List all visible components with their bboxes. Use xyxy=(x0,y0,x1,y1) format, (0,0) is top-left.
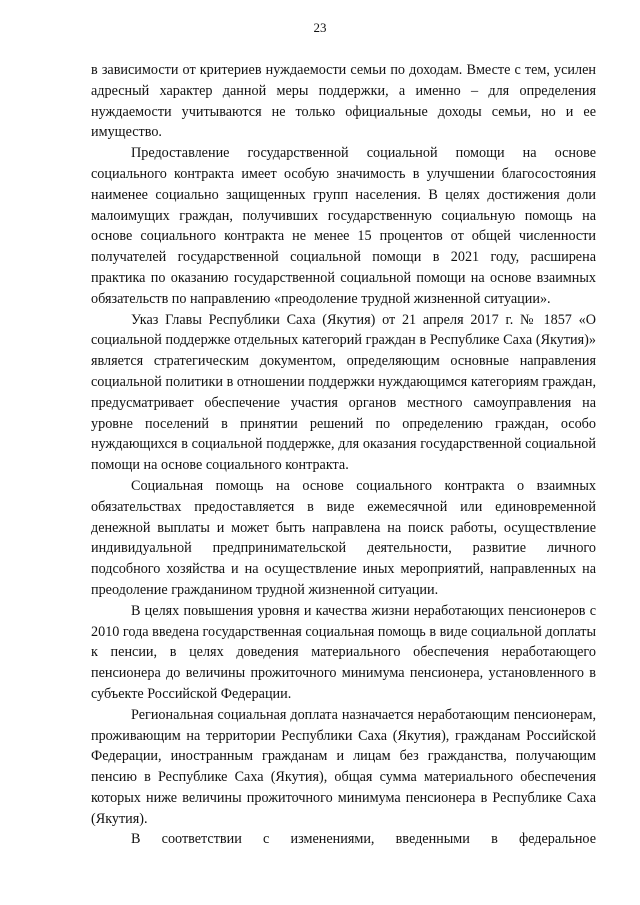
page-number: 23 xyxy=(313,20,327,35)
paragraph-pension-supplement: В целях повышения уровня и качества жизни неработающих пенсионеров с 2010 года введена государственная социальная помощь в виде социальной доплаты к пенсии, в целях доведения материального обеспечения неработающего пенсионера до величины прожиточного минимума пенсионера, установленного в субъекте Российской Федерации. xyxy=(91,602,596,702)
paragraph-social-assistance: Социальная помощь на основе социального контракта о взаимных обязательствах предоставляется в виде ежемесячной или единовременной денежной выплаты и может быть направлена на поиск работы, осуществление индивидуальной предпринимательской деятельности, развитие личного подсобного хозяйства и на осуществление иных мероприятий, направленных на преодоление гражданином трудной жизненной ситуации. xyxy=(91,477,596,598)
paragraph-federal-changes: В соответствии с изменениями, введенными в федеральное xyxy=(131,831,596,848)
paragraph-decree: Указ Главы Республики Саха (Якутия) от 21 апреля 2017 г. № 1857 «О социальной поддержке отдельных категорий граждан в Республике Саха (Якутия)» является стратегическим документом, определяющим основные направления социальной политики в отношении поддержки нуждающимся категориям граждан, предусматривает обеспечение участия органов местного самоуправления на уровне поселений в принятии решений по определению граждан, особо нуждающихся в социальной поддержке, для оказания государственной социальной помощи на основе социального контракта. xyxy=(91,311,596,474)
paragraph-social-contract: Предоставление государственной социальной помощи на основе социального контракта имеет особую значимость в улучшении благосостояния наименее социально защищенных групп населения. В целях достижения доли малоимущих граждан, получивших государственную социальную помощь на основе социального контракта не менее 15 процентов от общей численности получателей государственной социальной помощи в 2021 году, расширена практика по оказанию государственной социальной помощи на основе взаимных обязательств по направлению «преодоление трудной жизненной ситуации». xyxy=(91,145,596,307)
document-body xyxy=(91,60,596,850)
paragraph-continued: в зависимости от критериев нуждаемости семьи по доходам. Вместе с тем, усилен адресный характер данной меры поддержки, а именно – для определения нуждаемости учитываются не только официальные доходы семьи, но и ее имущество. xyxy=(91,62,596,141)
paragraph-regional-supplement: Региональная социальная доплата назначается неработающим пенсионерам, проживающим на территории Республики Саха (Якутия), гражданам Российской Федерации, иностранным гражданам и лицам без гражданства, получающим пенсию в Республике Саха (Якутия), общая сумма материального обеспечения которых ниже величины прожиточного минимума пенсионера в Республике Саха (Якутия). xyxy=(91,706,596,827)
